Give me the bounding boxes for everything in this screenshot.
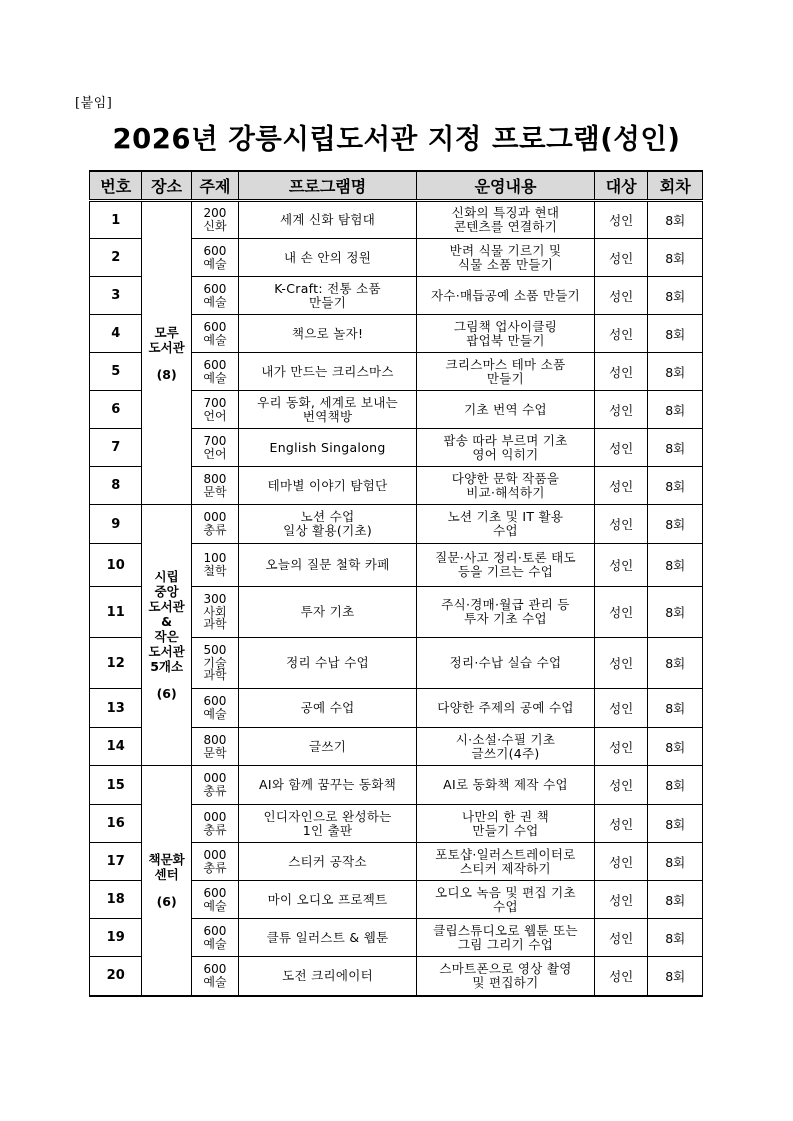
- location-name-line: 모루: [154, 324, 179, 340]
- program-content-line: 영어 익히기: [472, 446, 539, 462]
- subject-classification: [191, 766, 238, 805]
- table-row: [90, 505, 703, 544]
- session-count: 8회: [648, 689, 703, 728]
- program-name-line: 오늘의 질문 철학 카페: [265, 557, 390, 573]
- program-content-line: 식물 소품 만들기: [457, 256, 554, 272]
- target-audience: 성인: [594, 805, 647, 843]
- subject-classification: [191, 919, 238, 957]
- program-name-line: 도전 크리에이터: [282, 967, 374, 983]
- target-audience: 성인: [594, 728, 647, 766]
- program-name: [239, 239, 417, 277]
- target-audience: 성인: [594, 638, 647, 689]
- program-content-line: 수업: [493, 898, 518, 914]
- program-content-line: 스마트폰으로 영상 촬영: [439, 961, 572, 976]
- subject-classification: [191, 467, 238, 505]
- target-audience: 성인: [594, 277, 647, 315]
- subject-line: 예술: [203, 974, 227, 989]
- row-number: 18: [90, 881, 142, 919]
- session-count: 8회: [648, 728, 703, 766]
- subject-classification: [191, 957, 238, 996]
- table-row: [90, 201, 703, 239]
- program-name-line: 공예 수업: [300, 700, 355, 716]
- subject-line: 예술: [203, 332, 227, 347]
- program-content: [417, 391, 595, 429]
- session-count: 8회: [648, 467, 703, 505]
- location-name-line: 센터: [154, 866, 179, 882]
- subject-line: 600: [203, 281, 227, 296]
- row-number: 6: [90, 391, 142, 429]
- target-audience: 성인: [594, 467, 647, 505]
- location-name-line: 도서관: [148, 339, 185, 355]
- subject-line: 600: [203, 319, 227, 334]
- program-content-line: 자수·매듭공예 소품 만들기: [431, 287, 580, 303]
- program-content: [417, 429, 595, 467]
- program-name: [239, 919, 417, 957]
- program-content-line: 노션 기초 및 IT 활용: [447, 509, 564, 525]
- program-name-line: 노션 수업: [300, 509, 355, 525]
- program-content-line: 콘텐츠를 연결하기: [453, 219, 558, 234]
- program-name-line: 만들기: [309, 294, 347, 310]
- header-target: 대상: [594, 171, 647, 201]
- program-name-line: 내가 만드는 크리스마스: [261, 363, 394, 379]
- row-number: 17: [90, 843, 142, 881]
- program-name-line: 세계 신화 탐험대: [279, 212, 376, 228]
- location-name-line: 5개소: [150, 659, 184, 674]
- program-name: [239, 805, 417, 843]
- program-name: [239, 315, 417, 353]
- subject-line: 기술: [203, 655, 227, 670]
- row-number: 20: [90, 957, 142, 996]
- subject-line: 000: [203, 809, 227, 824]
- location-moru-library: [142, 201, 191, 505]
- program-name: [239, 587, 417, 638]
- session-count: 8회: [648, 391, 703, 429]
- program-name: [239, 201, 417, 239]
- program-content-line: 투자 기초 수업: [464, 611, 547, 626]
- program-content-line: 다양한 주제의 공예 수업: [437, 700, 574, 716]
- program-name-line: 책으로 놀자!: [291, 325, 364, 341]
- header-number: 번호: [90, 171, 142, 201]
- program-content-line: 시·소설·수필 기초: [455, 731, 556, 747]
- program-content: [417, 957, 595, 996]
- program-content: [417, 805, 595, 843]
- row-number: 3: [90, 277, 142, 315]
- location-program-count: (6): [156, 893, 177, 909]
- program-name-line: 내 손 안의 정원: [284, 249, 372, 265]
- subject-classification: [191, 805, 238, 843]
- subject-line: 000: [203, 847, 227, 862]
- program-name: [239, 429, 417, 467]
- location-name-line: 도서관: [148, 644, 185, 659]
- location-spacer: [144, 674, 188, 686]
- program-name-line: 인디자인으로 완성하는: [263, 808, 392, 824]
- program-name: [239, 957, 417, 996]
- session-count: 8회: [648, 843, 703, 881]
- session-count: 8회: [648, 587, 703, 638]
- session-count: 8회: [648, 957, 703, 996]
- subject-line: 사회: [203, 604, 227, 619]
- subject-line: 총류: [203, 860, 227, 875]
- target-audience: 성인: [594, 391, 647, 429]
- program-content-line: 팝업북 만들기: [466, 332, 545, 348]
- location-spacer: [144, 882, 188, 894]
- program-content: [417, 587, 595, 638]
- subject-line: 문학: [203, 484, 227, 499]
- header-content: 운영내용: [417, 171, 595, 201]
- program-content-line: 비교·해석하기: [466, 484, 545, 500]
- program-content-line: 및 편집하기: [472, 974, 539, 990]
- target-audience: 성인: [594, 919, 647, 957]
- program-name-line: 마이 오디오 프로젝트: [267, 891, 388, 907]
- program-content-line: 기초 번역 수업: [464, 401, 547, 417]
- subject-line: 600: [203, 694, 227, 709]
- subject-classification: [191, 728, 238, 766]
- program-content-line: 포토샵·일러스트레이터로: [435, 846, 576, 862]
- subject-line: 철학: [203, 564, 227, 578]
- header-location: 장소: [142, 171, 191, 201]
- program-content-line: 클립스튜디오로 웹툰 또는: [433, 922, 578, 938]
- row-number: 10: [90, 544, 142, 587]
- row-number: 5: [90, 353, 142, 391]
- program-content-line: 스티커 제작하기: [460, 860, 551, 876]
- target-audience: 성인: [594, 239, 647, 277]
- subject-line: 700: [203, 395, 227, 410]
- program-content: [417, 505, 595, 544]
- row-number: 1: [90, 201, 142, 239]
- target-audience: 성인: [594, 689, 647, 728]
- location-name-line: 도서관: [148, 599, 185, 614]
- target-audience: 성인: [594, 881, 647, 919]
- program-name: [239, 638, 417, 689]
- program-name-line: 스티커 공작소: [288, 853, 367, 869]
- session-count: 8회: [648, 429, 703, 467]
- subject-line: 600: [203, 885, 227, 900]
- program-name: [239, 843, 417, 881]
- row-number: 16: [90, 805, 142, 843]
- subject-classification: [191, 239, 238, 277]
- program-content-line: 질문·사고 정리·토론 태도: [435, 550, 576, 566]
- program-name: [239, 689, 417, 728]
- program-name: [239, 766, 417, 805]
- target-audience: 성인: [594, 957, 647, 996]
- subject-line: 과학: [203, 668, 227, 683]
- table-body: [90, 201, 703, 996]
- attachment-label: [붙임]: [75, 96, 113, 111]
- row-number: 15: [90, 766, 142, 805]
- row-number: 8: [90, 467, 142, 505]
- session-count: 8회: [648, 201, 703, 239]
- session-count: 8회: [648, 766, 703, 805]
- program-content-line: 그림 그리기 수업: [457, 936, 554, 952]
- program-name: [239, 728, 417, 766]
- subject-line: 000: [203, 510, 227, 525]
- subject-classification: [191, 843, 238, 881]
- program-name-line: 글쓰기: [309, 738, 347, 754]
- target-audience: 성인: [594, 505, 647, 544]
- program-content: [417, 689, 595, 728]
- subject-classification: [191, 587, 238, 638]
- program-name-line: 클튜 일러스트 & 웹툰: [266, 929, 389, 945]
- subject-line: 언어: [203, 446, 227, 461]
- subject-line: 300: [203, 592, 227, 607]
- program-name: [239, 505, 417, 544]
- subject-classification: [191, 638, 238, 689]
- subject-line: 신화: [203, 219, 227, 233]
- row-number: 7: [90, 429, 142, 467]
- subject-line: 100: [203, 551, 227, 566]
- subject-line: 800: [203, 732, 227, 747]
- program-content: [417, 638, 595, 689]
- subject-classification: [191, 353, 238, 391]
- program-name-line: 번역책방: [302, 408, 353, 424]
- program-content-line: 신화의 특징과 현대: [451, 205, 560, 221]
- program-name-line: 일상 활용(기초): [283, 523, 373, 538]
- program-content: [417, 766, 595, 805]
- program-name: [239, 544, 417, 587]
- program-content-line: 등을 기르는 수업: [457, 564, 554, 579]
- program-content-line: 글쓰기(4주): [471, 745, 540, 761]
- session-count: 8회: [648, 919, 703, 957]
- program-name: [239, 467, 417, 505]
- program-content-line: 오디오 녹음 및 편집 기초: [435, 884, 576, 900]
- subject-line: 예술: [203, 256, 227, 271]
- location-central-and-small-libraries: [142, 505, 191, 766]
- target-audience: 성인: [594, 429, 647, 467]
- program-content-line: 수업: [493, 523, 518, 538]
- target-audience: 성인: [594, 315, 647, 353]
- program-content: [417, 843, 595, 881]
- subject-line: 예술: [203, 936, 227, 951]
- program-content-line: 주식·경매·월급 관리 등: [441, 597, 570, 613]
- row-number: 12: [90, 638, 142, 689]
- subject-line: 600: [203, 962, 227, 977]
- program-content: [417, 919, 595, 957]
- header-sessions: 회차: [648, 171, 703, 201]
- program-content-line: 만들기 수업: [472, 822, 539, 838]
- subject-classification: [191, 429, 238, 467]
- row-number: 4: [90, 315, 142, 353]
- subject-line: 500: [203, 643, 227, 658]
- subject-classification: [191, 881, 238, 919]
- subject-line: 예술: [203, 294, 227, 309]
- subject-line: 600: [203, 243, 227, 258]
- program-content-line: 나만의 한 권 책: [461, 808, 550, 824]
- subject-classification: [191, 544, 238, 587]
- program-content: [417, 315, 595, 353]
- program-table: [89, 170, 703, 997]
- location-name-line: 중앙: [154, 584, 179, 599]
- program-name-line: English Singalong: [269, 439, 386, 455]
- subject-line: 언어: [203, 408, 227, 423]
- session-count: 8회: [648, 505, 703, 544]
- subject-classification: [191, 689, 238, 728]
- location-name-line: 작은: [154, 629, 179, 644]
- location-spacer: [144, 355, 188, 367]
- subject-classification: [191, 277, 238, 315]
- subject-line: 총류: [203, 822, 227, 837]
- table-row: [90, 766, 703, 805]
- subject-line: 총류: [203, 784, 227, 798]
- program-content-line: AI로 동화책 제작 수업: [443, 777, 568, 793]
- row-number: 14: [90, 728, 142, 766]
- program-name-line: 투자 기초: [300, 604, 355, 620]
- program-name-line: 정리 수납 수업: [286, 655, 369, 671]
- location-name-line: 책문화: [148, 851, 185, 867]
- program-name-line: 1인 출판: [302, 822, 353, 838]
- target-audience: 성인: [594, 587, 647, 638]
- program-name: [239, 277, 417, 315]
- program-content: [417, 467, 595, 505]
- subject-line: 200: [203, 206, 227, 221]
- program-content-line: 크리스마스 테마 소품: [445, 356, 566, 372]
- row-number: 9: [90, 505, 142, 544]
- program-content-line: 다양한 문학 작품을: [451, 470, 560, 486]
- program-content-line: 반려 식물 기르기 및: [449, 242, 562, 258]
- subject-line: 총류: [203, 523, 227, 537]
- subject-classification: [191, 201, 238, 239]
- program-content: [417, 201, 595, 239]
- header-program-name: 프로그램명: [239, 171, 417, 201]
- subject-classification: [191, 505, 238, 544]
- table-header: [90, 171, 703, 201]
- program-name-line: 테마별 이야기 탐험단: [267, 477, 388, 493]
- document-title: 2026년 강릉시립도서관 지정 프로그램(성인): [112, 123, 681, 155]
- session-count: 8회: [648, 805, 703, 843]
- session-count: 8회: [648, 277, 703, 315]
- subject-line: 과학: [203, 617, 227, 632]
- row-number: 2: [90, 239, 142, 277]
- program-content-line: 만들기: [486, 370, 525, 386]
- header-subject: 주제: [191, 171, 238, 201]
- session-count: 8회: [648, 315, 703, 353]
- location-name-line: 시립: [154, 569, 179, 584]
- program-name-line: 우리 동화, 세계로 보내는: [257, 394, 398, 410]
- subject-line: 600: [203, 357, 227, 372]
- target-audience: 성인: [594, 843, 647, 881]
- program-content: [417, 881, 595, 919]
- subject-line: 예술: [203, 898, 227, 913]
- program-content-line: 팝송 따라 부르며 기초: [443, 432, 568, 448]
- subject-line: 800: [203, 471, 227, 486]
- program-name: [239, 391, 417, 429]
- subject-line: 문학: [203, 745, 227, 760]
- program-content: [417, 239, 595, 277]
- location-program-count: (6): [156, 686, 177, 701]
- subject-classification: [191, 315, 238, 353]
- target-audience: 성인: [594, 201, 647, 239]
- program-content: [417, 728, 595, 766]
- location-book-culture-center: [142, 766, 191, 996]
- session-count: 8회: [648, 239, 703, 277]
- program-content: [417, 277, 595, 315]
- subject-line: 예술: [203, 707, 227, 721]
- program-content-line: 그림책 업사이클링: [453, 318, 558, 334]
- target-audience: 성인: [594, 353, 647, 391]
- target-audience: 성인: [594, 544, 647, 587]
- row-number: 13: [90, 689, 142, 728]
- program-content: [417, 544, 595, 587]
- program-content: [417, 353, 595, 391]
- session-count: 8회: [648, 638, 703, 689]
- program-content-line: 정리·수납 실습 수업: [449, 655, 562, 671]
- program-name-line: K-Craft: 전통 소품: [274, 280, 381, 296]
- program-name-line: AI와 함께 꿈꾸는 동화책: [259, 777, 397, 793]
- session-count: 8회: [648, 353, 703, 391]
- target-audience: 성인: [594, 766, 647, 805]
- location-program-count: (8): [156, 366, 177, 382]
- row-number: 11: [90, 587, 142, 638]
- program-name: [239, 881, 417, 919]
- subject-line: 700: [203, 433, 227, 448]
- session-count: 8회: [648, 544, 703, 587]
- row-number: 19: [90, 919, 142, 957]
- program-name: [239, 353, 417, 391]
- session-count: 8회: [648, 881, 703, 919]
- subject-line: 000: [203, 771, 227, 786]
- location-name-line: &: [161, 614, 173, 629]
- subject-line: 예술: [203, 370, 227, 385]
- subject-line: 600: [203, 923, 227, 938]
- subject-classification: [191, 391, 238, 429]
